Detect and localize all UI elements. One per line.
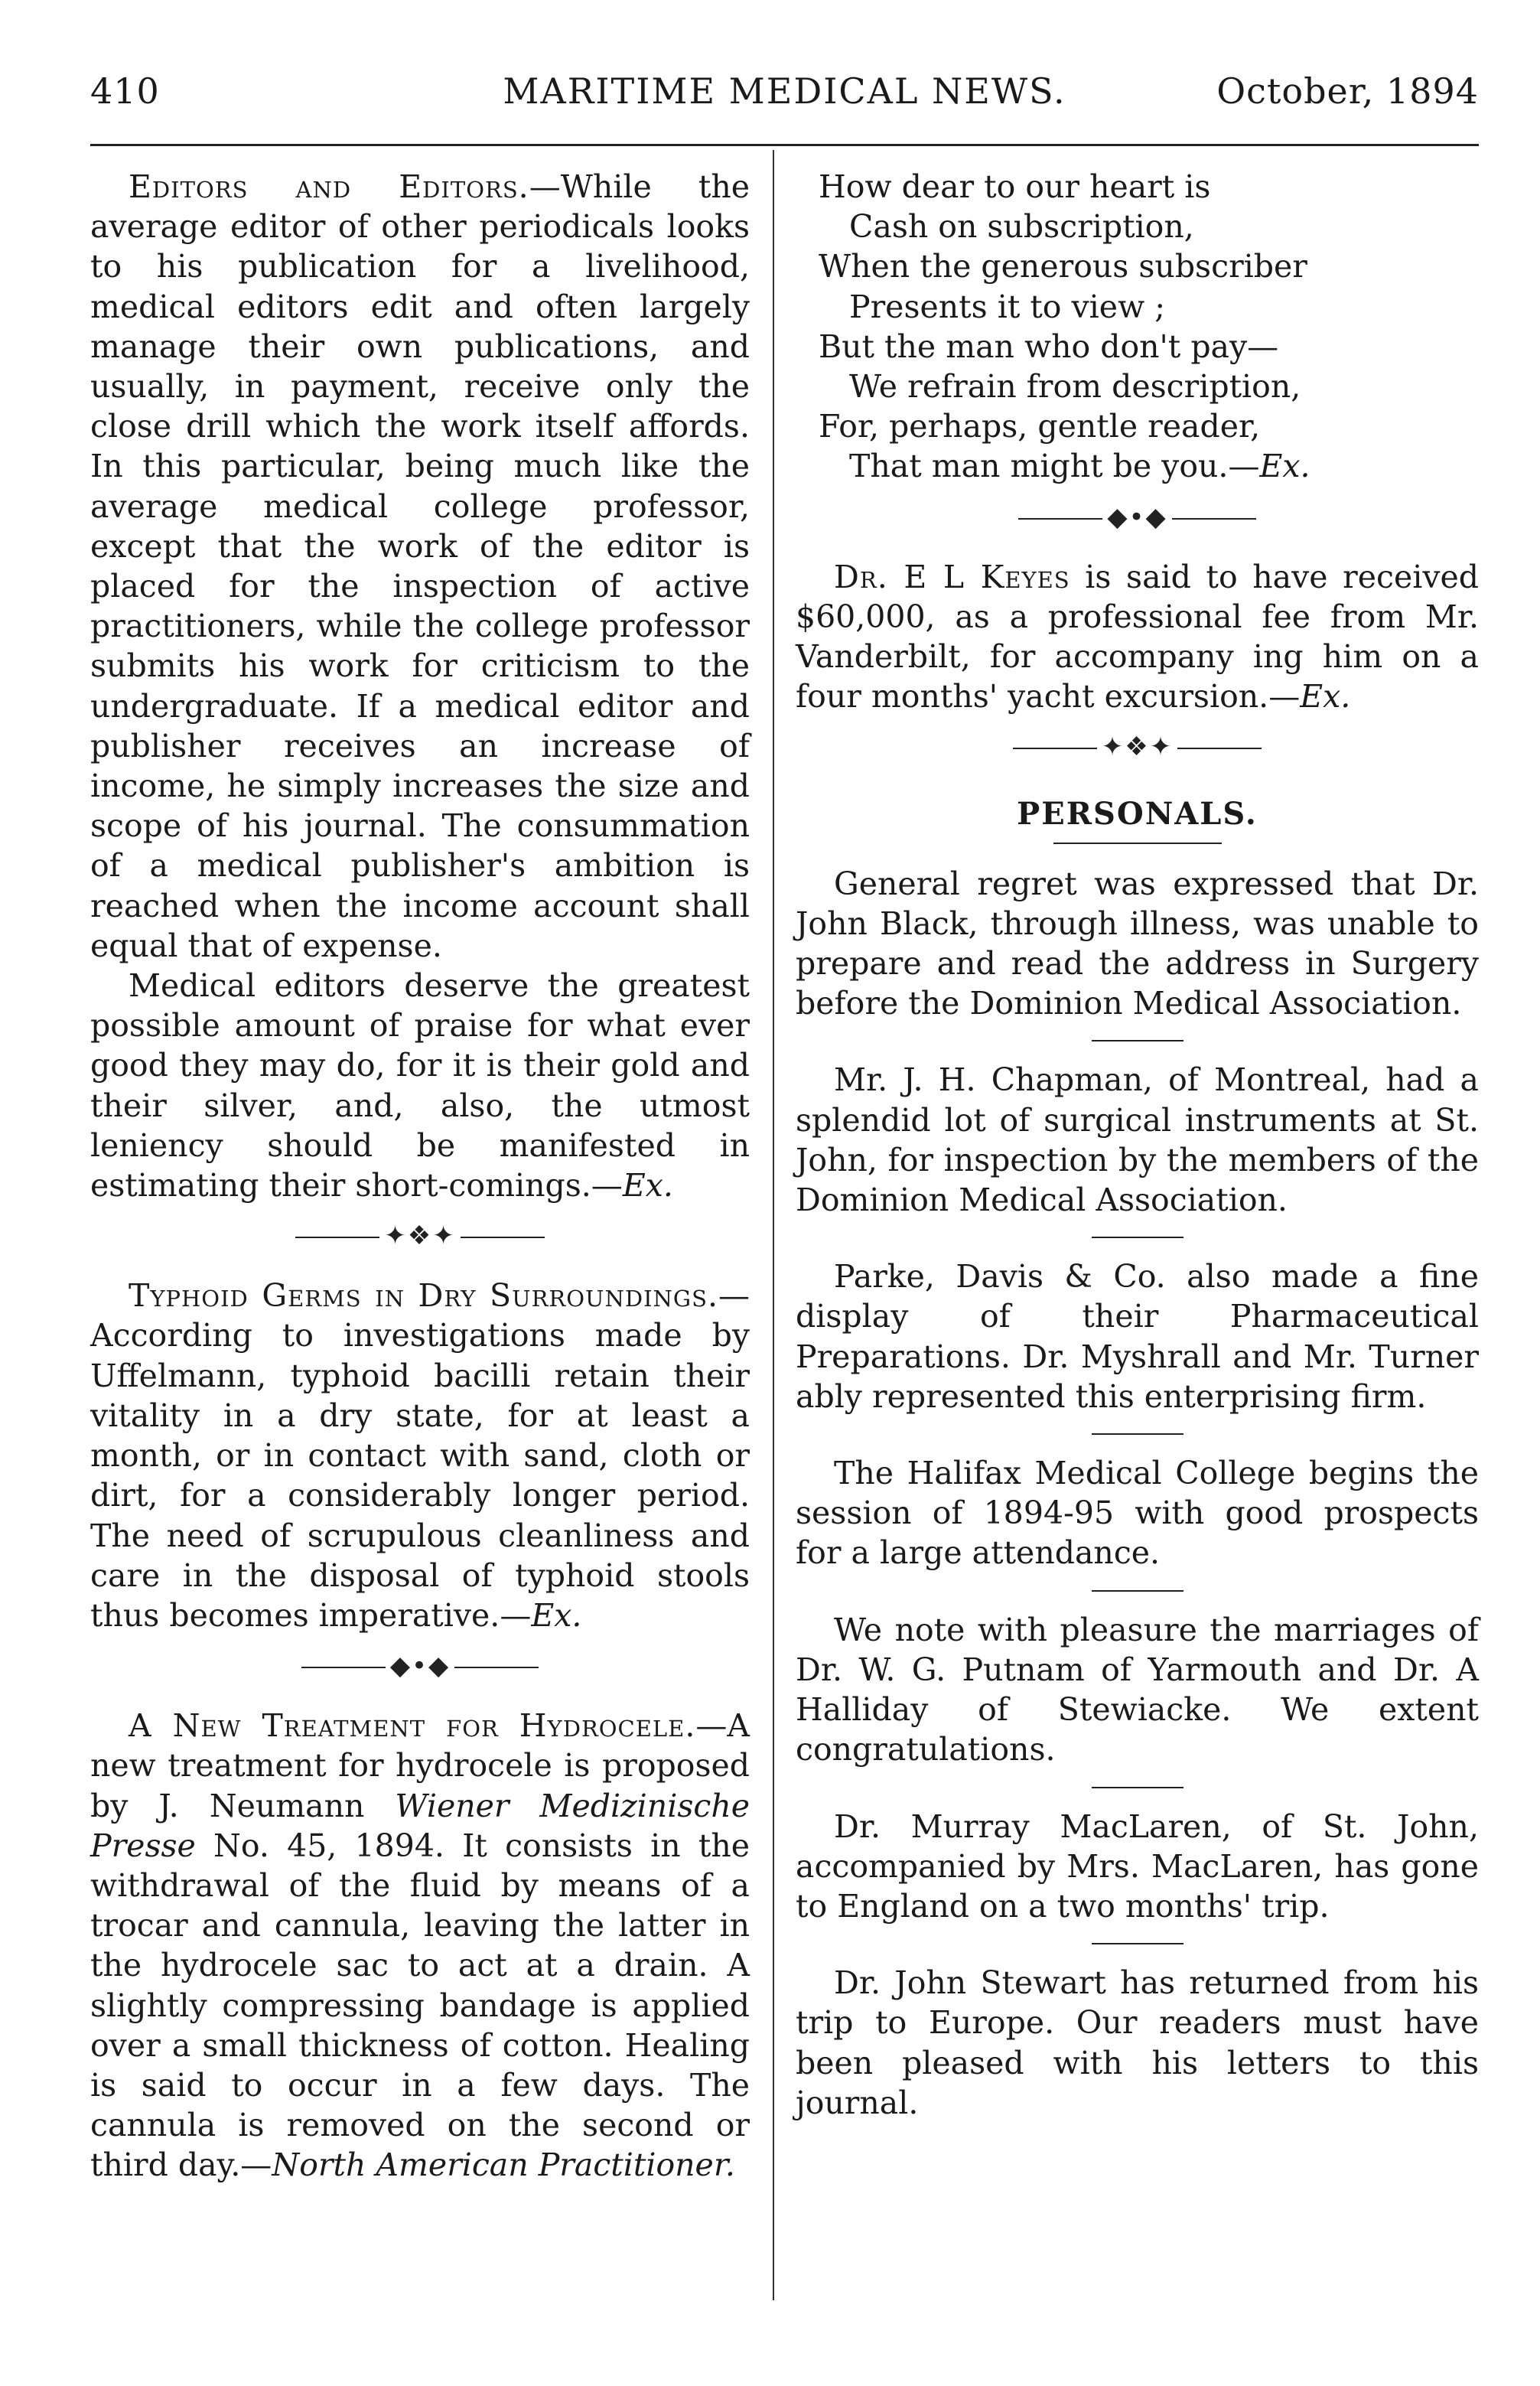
typhoid-text: —According to investigations made by Uffelmann, typhoid bacilli retain their vitality in a dry state, for at least a month, or in contact with sand, cloth or dirt, for a considerably longer period. The need of scrupulous cleanliness and care in the disposal of typhoid stools thus becomes imperative.—	[90, 1277, 750, 1634]
keyes-source: Ex.	[1300, 678, 1351, 715]
verse-line: When the generous subscriber	[819, 248, 1307, 285]
item-rule	[1092, 1040, 1183, 1041]
personals-rule	[1053, 843, 1222, 844]
personal-item: General regret was expressed that Dr. John Black, through illness, was unable to prepare and read the address in Surgery before the Dominion Medical Association.	[796, 865, 1479, 1022]
hydrocele-text-b: No. 45, 1894. It consists in the withdrawal of the fluid by means of a trocar and cannula, leaving the latter in the hydrocele sac to act at a drain. A slightly compressing bandage is applied over a small thickness of cotton. Healing is said to occur in a few days. The cannula is removed on the second or third day.—	[90, 1827, 750, 2184]
keyes-heading: Dr. E L Keyes	[834, 558, 1070, 595]
verse-line: For, perhaps, gentle reader,	[819, 408, 1261, 445]
journal-title: MARITIME MEDICAL NEWS.	[503, 70, 1066, 112]
item-rule	[1092, 1433, 1183, 1435]
typhoid-source: Ex.	[531, 1596, 582, 1634]
ornament-divider: ◆•◆	[90, 1635, 750, 1706]
editors-article-cont	[90, 966, 750, 1205]
editors-paragraph-2: Medical editors deserve the greatest possible amount of praise for what ever good they may do, for it is their gold and their silver, and, also, the utmost leniency should be manifested in estimating their short-comings.—	[90, 967, 750, 1204]
verse-last-line: That man might be you.—	[849, 448, 1260, 485]
keyes-note	[796, 557, 1479, 717]
verse-line: We refrain from description,	[849, 368, 1301, 406]
personal-item: We note with pleasure the marriages of Dr. W. G. Putnam of Yarmouth and Dr. A Halliday of Stewiacke. We extent congratulations.	[796, 1611, 1479, 1768]
personals-title: PERSONALS.	[1017, 796, 1258, 833]
editors-article	[90, 167, 750, 966]
column-divider	[773, 150, 774, 2300]
typhoid-heading: Typhoid Germs in Dry Surroundings.	[129, 1277, 718, 1315]
page-number: 410	[90, 70, 160, 112]
hydrocele-journal: Wiener Medizinische Presse	[90, 1787, 750, 1864]
item-rule	[1092, 1787, 1183, 1788]
right-column	[796, 167, 1479, 2123]
subscription-verse	[796, 167, 1479, 487]
ornament-divider: ◆•◆	[796, 487, 1479, 557]
item-rule	[1092, 1943, 1183, 1944]
verse-line: Cash on subscription,	[849, 208, 1194, 246]
item-rule	[1092, 1237, 1183, 1238]
personal-item: Dr. John Stewart has returned from his trip to Europe. Our readers must have been pleased with his letters to this journal.	[796, 1964, 1479, 2121]
hydrocele-text-a: —A new treatment for hydrocele is proposed by J. Neumann	[90, 1707, 750, 1824]
ornament-divider: ✦❖✦	[90, 1205, 750, 1276]
ornament-divider: ✦❖✦	[796, 716, 1479, 787]
verse-line: How dear to our heart is	[819, 168, 1211, 205]
editors-paragraph-1: —While the average editor of other periodicals looks to his publication for a livelihood, medical editors edit and often largely manage their own publications, and usually, in payment, receive only the close drill which the work itself affords. In this particular, being much like the average medical college professor, except that the work of the editor is placed for the inspection of active practitioners, while the college professor submits his work for criticism to the undergraduate. If a medical editor and publisher receives an increase of income, he simply increases the size and scope of his journal. The consummation of a medical publisher's ambition is reached when the income account shall equal that of expense.	[90, 168, 750, 964]
running-head	[90, 70, 1479, 124]
keyes-text: is said to have received $60,000, as a professional fee from Mr. Vanderbilt, for accompany ing him on a four months' yacht excursion.—	[796, 558, 1479, 715]
item-rule	[1092, 1590, 1183, 1592]
verse-line	[796, 446, 1479, 486]
personal-item: Dr. Murray MacLaren, of St. John, accompanied by Mrs. MacLaren, has gone to England on a two months' trip.	[796, 1807, 1479, 1925]
hydrocele-heading: A New Treatment for Hydrocele.	[129, 1707, 696, 1745]
typhoid-article	[90, 1276, 750, 1635]
editors-source: Ex.	[622, 1167, 673, 1204]
hydrocele-source: North American Practitioner.	[272, 2146, 735, 2184]
hydrocele-article	[90, 1706, 750, 2185]
editors-heading: Editors and Editors.	[129, 168, 529, 205]
verse-line: But the man who don't pay—	[819, 328, 1279, 365]
personal-item: Parke, Davis & Co. also made a fine display of their Pharmaceutical Preparations. Dr. Myshrall and Mr. Turner ably represented this enterprising firm.	[796, 1258, 1479, 1415]
personal-item: Mr. J. H. Chapman, of Montreal, had a splendid lot of surgical instruments at St. John, for inspection by the members of the Dominion Medical Association.	[796, 1061, 1479, 1219]
verse-source: Ex.	[1259, 448, 1310, 485]
left-column	[90, 167, 750, 2186]
verse-line: Presents it to view ;	[849, 288, 1166, 325]
personal-item: The Halifax Medical College begins the session of 1894-95 with good prospects for a large attendance.	[796, 1455, 1479, 1572]
header-rule	[90, 144, 1479, 146]
issue-date: October, 1894	[1216, 70, 1479, 112]
